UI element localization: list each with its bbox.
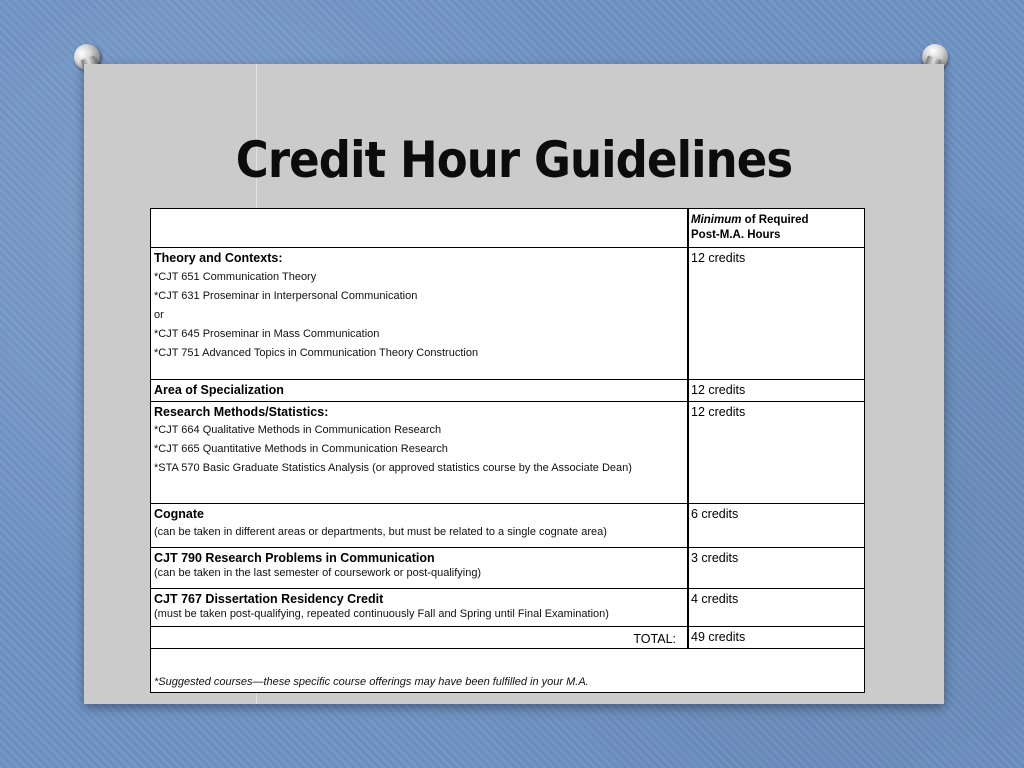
table-row-footnote <box>151 649 864 692</box>
table-row-cjt790 <box>151 548 864 589</box>
slide-title: Credit Hour Guidelines <box>235 131 793 189</box>
credits-value: 12 credits <box>691 383 746 397</box>
credits-value: 4 credits <box>691 592 739 606</box>
row-heading: CJT 767 Dissertation Residency Credit <box>154 592 384 606</box>
header-cell <box>691 213 861 243</box>
credits-value: 3 credits <box>691 551 739 565</box>
row-heading: CJT 790 Research Problems in Communication <box>154 551 435 565</box>
table-row-research-methods <box>151 402 864 504</box>
table-row-specialization <box>151 380 864 402</box>
table-row-theory <box>151 248 864 380</box>
footnote: *Suggested courses—these specific course offerings may have been fulfilled in your M.A. <box>154 676 589 688</box>
credits-value: 6 credits <box>691 507 739 521</box>
header-post-ma: Post-M.A. Hours <box>691 229 781 241</box>
credits-value: 12 credits <box>691 251 746 265</box>
total-label: TOTAL: <box>633 632 676 646</box>
header-minimum: Minimum <box>691 214 742 226</box>
note-line: (can be taken in the last semester of coursework or post-qualifying) <box>154 567 482 579</box>
table-row-cognate <box>151 504 864 548</box>
course-line: *CJT 631 Proseminar in Interpersonal Communication <box>154 290 418 302</box>
table-header-row <box>151 209 864 248</box>
row-heading: Area of Specialization <box>154 383 284 397</box>
total-value: 49 credits <box>691 630 746 644</box>
credit-table <box>150 208 865 693</box>
row-heading: Research Methods/Statistics: <box>154 405 329 419</box>
course-line: *CJT 664 Qualitative Methods in Communication Research <box>154 424 442 436</box>
course-line: *CJT 751 Advanced Topics in Communication Theory Construction <box>154 347 479 359</box>
course-line: *CJT 645 Proseminar in Mass Communication <box>154 328 380 340</box>
course-line: *CJT 665 Quantitative Methods in Communication Research <box>154 443 448 455</box>
course-line: or <box>154 309 164 321</box>
row-heading: Theory and Contexts: <box>154 251 283 265</box>
table-row-total <box>151 627 864 649</box>
note-line: (must be taken post-qualifying, repeated continuously Fall and Spring until Final Examination) <box>154 608 609 620</box>
note-line: (can be taken in different areas or departments, but must be related to a single cognate area) <box>154 526 607 538</box>
credits-value: 12 credits <box>691 405 746 419</box>
row-heading: Cognate <box>154 507 204 521</box>
table-row-cjt767 <box>151 589 864 627</box>
header-of-required: of Required <box>741 214 809 226</box>
course-line: *STA 570 Basic Graduate Statistics Analysis (or approved statistics course by the Associate Dean) <box>154 462 632 474</box>
course-line: *CJT 651 Communication Theory <box>154 271 317 283</box>
